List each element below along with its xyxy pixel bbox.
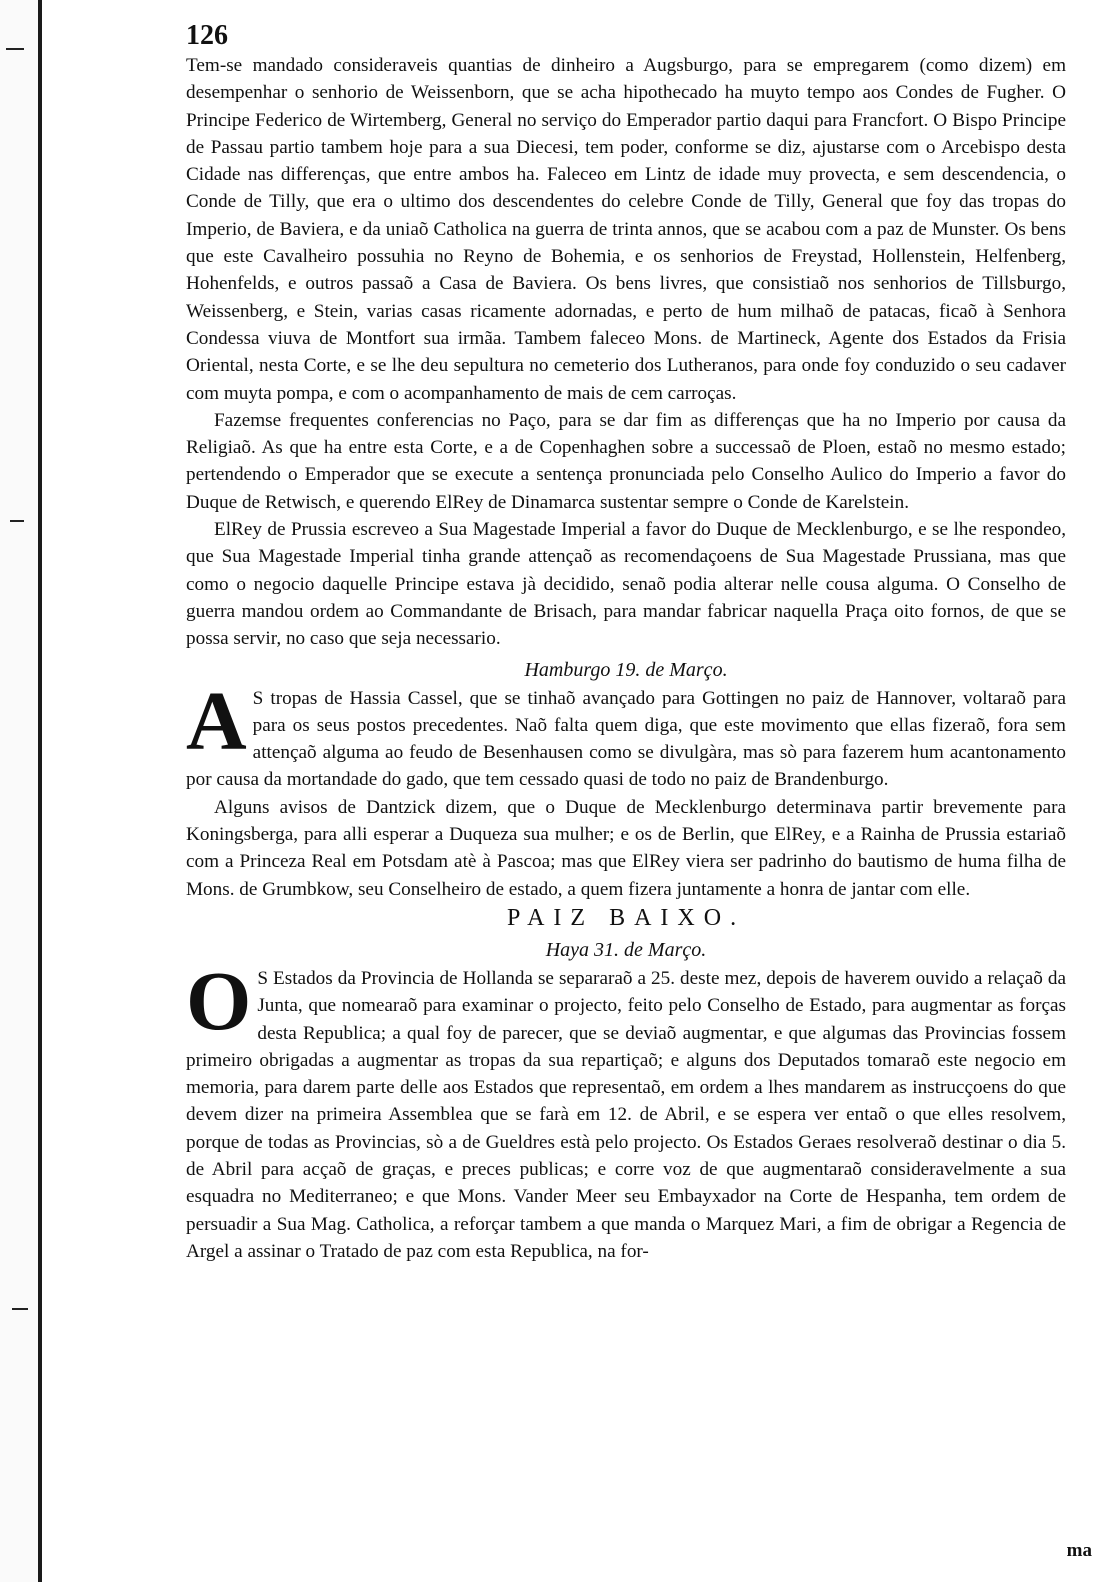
section-heading: PAIZ BAIXO. bbox=[506, 904, 746, 931]
drop-cap: A bbox=[186, 674, 247, 768]
paragraph-text: S tropas de Hassia Cassel, que se tinhaõ avançado para Gottingen no paiz de Hannover, voltaraõ para para os seus postos precedentes. Naõ falta quem diga, que este movimento que ellas fizeraõ, fora sem attençaõ alguma ao feudo de Besenhausen como se divulgàra, mas sò para fazerem hum acantonamento por causa da mortandade do gado, que tem cessado quasi de todo no paiz de Brandenburgo. bbox=[186, 687, 1066, 791]
binding-gutter bbox=[0, 0, 40, 1582]
dateline: Hamburgo 19. de Março. bbox=[524, 658, 728, 681]
binding-edge-line bbox=[38, 0, 42, 1582]
news-paragraph: ElRey de Prussia escreveo a Sua Magestade Imperial a favor do Duque de Mecklenburgo, e se lhe respondeo, que Sua Magestade Imperial tinha grande attençaõ as recomendaçoens de Sua Magestade Prussiana, mas que como o negocio daquelle Principe estava jà decidido, senaõ podia alterar nelle cousa alguma. O Conselho de guerra mandou ordem ao Commandante de Brisach, para mandar fabricar naquella Praça oito fornos, de que se possa servir, no caso que seja necessario. bbox=[186, 519, 1066, 650]
gazette-page bbox=[186, 22, 1066, 1265]
page-number: 126 bbox=[186, 20, 228, 51]
gutter-mark bbox=[12, 1308, 28, 1310]
news-paragraph: Tem-se mandado consideraveis quantias de dinheiro a Augsburgo, para se empregarem (como dizem) em desempenhar o senhorio de Weissenborn, que se acha hipothecado ha muyto tempo aos Condes de Fugher. O Principe Federico de Wirtemberg, General no serviço do Emperador partio daqui para Francfort. O Bispo Principe de Passau partio tambem hoje para a sua Diecesi, tem poder, conforme se diz, ajustarse com o Arcebispo desta Cidade nas differenças, que entre ambos ha. Faleceo em Lintz de idade muy provecta, e sem descendencia, o Conde de Tilly, que era o ultimo dos descendentes do celebre Conde de Tilly, General que foy das tropas do Imperio, de Baviera, e da uniaõ Catholica na guerra de trinta annos, que se acabou com a paz de Munster. Os bens que este Cavalheiro possuhia no Reyno de Bohemia, e os senhorios de Freystad, Hollenstein, Helfenberg, Hohenfelds, e outros passaõ a Casa de Baviera. Os bens livres, que consistiaõ nos senhorios de Tillsburgo, Weissenberg, e Stein, varias casas ricamente adornadas, e perto de hum milhaõ de patacas, ficaõ à Senhora Condessa viuva de Montfort sua irmãa. Tambem faleceo Mons. de Martineck, Agente dos Estados da Frisia Oriental, nesta Corte, e se lhe deu sepultura no cemeterio dos Lutheranos, para onde foy conduzido o seu cadaver com muyta pompa, e com o acompanhamento de mais de cem carroças. bbox=[186, 55, 1066, 404]
news-paragraph: Fazemse frequentes conferencias no Paço, para se dar fim as differenças que ha no Imperio por causa da Religiaõ. As que ha entre esta Corte, e a de Copenhaghen sobre a successaõ de Ploen, estaõ no mesmo estado; pertendendo o Emperador que se execute a sentença pronunciada pelo Conselho Aulico do Imperio a favor do Duque de Retwisch, e querendo ElRey de Dinamarca sustentar sempre o Conde de Karelstein. bbox=[186, 409, 1066, 513]
paragraph-text: S Estados da Provincia de Hollanda se separaraõ a 25. deste mez, depois de haverem ouvido a relaçaõ da Junta, que nomearaõ para examinar o projecto, feito pelo Conselho de Estado, para augmentar as forças desta Republica; a qual foy de parecer, que se deviaõ augmentar, e que algumas das Provincias fossem primeiro obrigadas a augmentar as tropas da sua repartiçaõ; e alguns dos Deputados tomaraõ este negocio em memoria, para darem parte delle aos Estados que representaõ, em ordem a lhes mandarem as instrucçoens do que devem dizer na primeira Assemblea que se farà em 12. de Abril, e se espera ver entaõ o que elles resolvem, porque de todas as Provincias, sò a de Gueldres està pelo projecto. Os Estados Geraes resolveraõ destinar o dia 5. de Abril para acçaõ de graças, e preces publicas; e corre voz de que augmentaraõ consideravelmente a sua esquadra no Mediterraneo; e que Mons. Vander Meer seu Embayxador na Corte de Hespanha, tem ordem de persuadir a Sua Mag. Catholica, a reforçar tambem a que manda o Marquez Mari, a fim de obrigar a Regencia de Argel a assinar o Tratado de paz com esta Republica, na for- bbox=[186, 967, 1066, 1262]
catchword: ma bbox=[1066, 1540, 1092, 1561]
dateline: Haya 31. de Março. bbox=[545, 938, 707, 961]
drop-cap: O bbox=[186, 954, 252, 1048]
news-paragraph-dropcap bbox=[186, 954, 1066, 1265]
gutter-mark bbox=[6, 48, 24, 50]
news-paragraph: Alguns avisos de Dantzick dizem, que o Duque de Mecklenburgo determinava partir brevemente para Koningsberga, para alli esperar a Duqueza sua mulher; e os de Berlin, que ElRey, e a Rainha de Prussia estariaõ com a Princeza Real em Potsdam atè à Pascoa; mas que ElRey viera ser padrinho do bautismo de huma filha de Mons. de Grumbkow, seu Conselheiro de estado, a quem fizera juntamente a honra de jantar com elle. bbox=[186, 796, 1066, 900]
gutter-mark bbox=[10, 520, 24, 522]
page-body bbox=[186, 52, 1066, 1265]
news-paragraph-dropcap bbox=[186, 674, 1066, 794]
